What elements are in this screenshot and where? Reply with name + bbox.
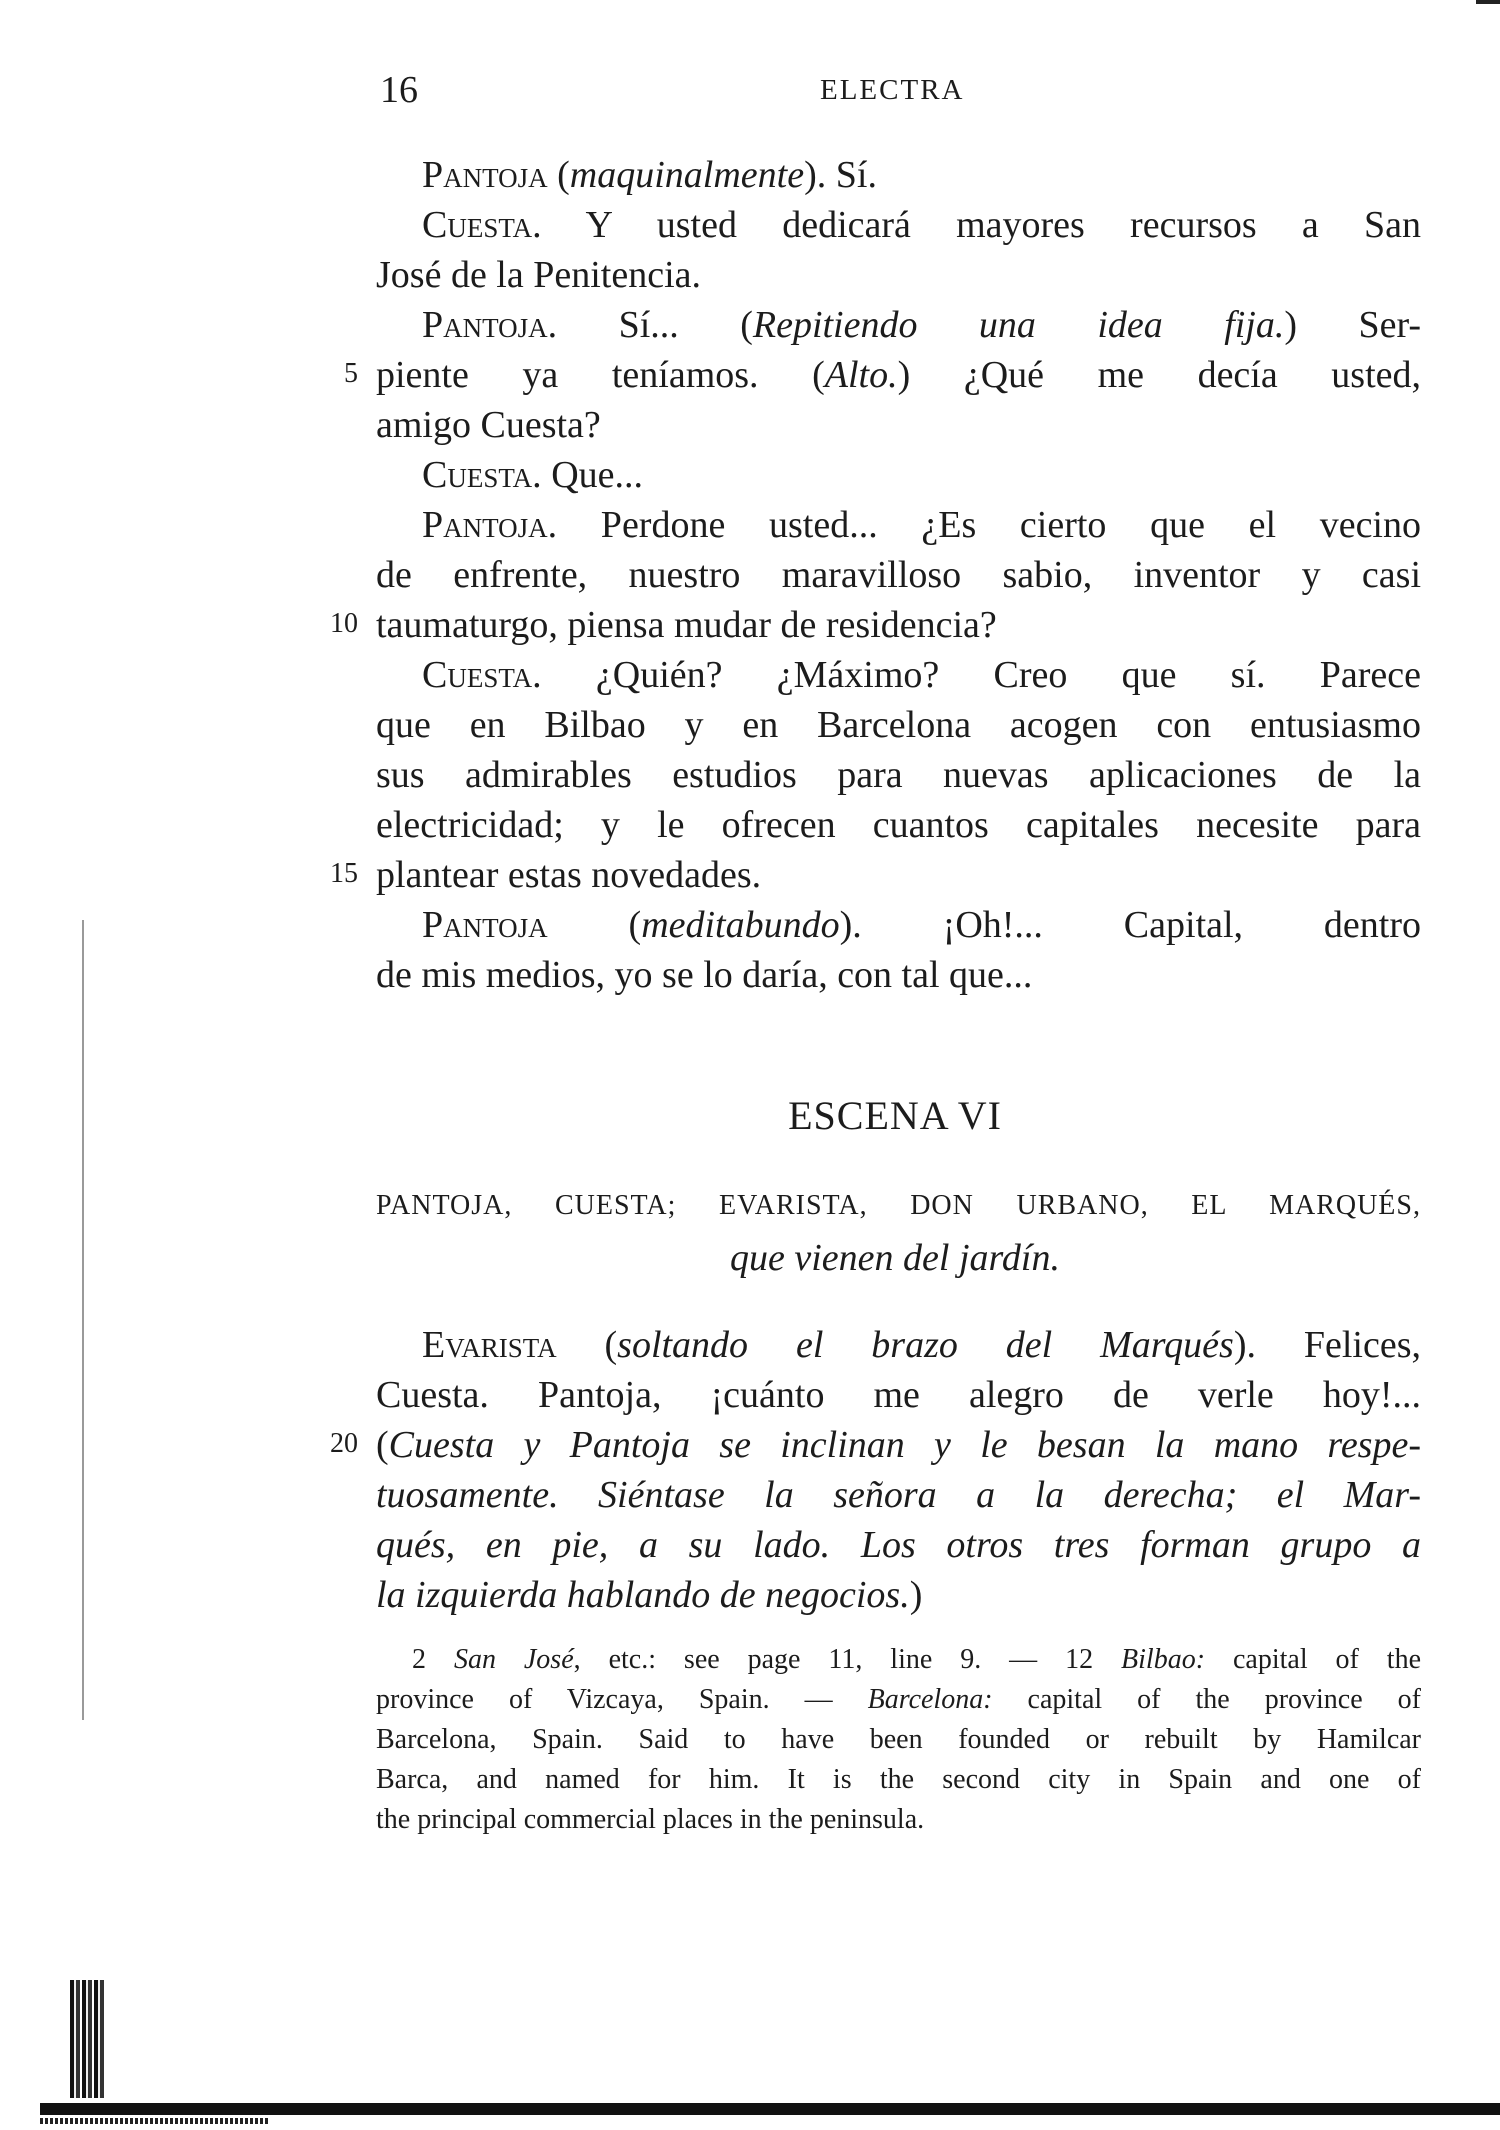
page-corner-mark bbox=[1476, 0, 1500, 4]
footnote-line bbox=[412, 1640, 1421, 1680]
text-line bbox=[422, 150, 1421, 200]
italic-direction: San José bbox=[453, 1644, 574, 1675]
text-line bbox=[376, 1420, 1421, 1470]
text-run: , etc.: see page 11, line 9. — 12 bbox=[573, 1644, 1122, 1675]
text-run: Y usted dedicará mayores recursos a San bbox=[541, 204, 1421, 246]
speaker-name: Pantoja. bbox=[422, 504, 558, 546]
text-run: Barca, and named for him. It is the second city in Spain and one of bbox=[376, 1764, 1421, 1795]
text-line bbox=[422, 200, 1421, 250]
text-line bbox=[376, 1470, 1421, 1520]
text-run: de mis medios, yo se lo daría, con tal que... bbox=[376, 954, 1033, 996]
text-run: Sí... ( bbox=[557, 304, 753, 346]
scene-heading: ESCENA VI bbox=[788, 1093, 1002, 1138]
bottom-strip bbox=[40, 2118, 270, 2124]
text-line bbox=[376, 550, 1421, 600]
text-line bbox=[376, 750, 1421, 800]
text-run: José de la Penitencia. bbox=[376, 254, 702, 296]
text-run: de enfrente, nuestro maravilloso sabio, inventor y casi bbox=[376, 554, 1421, 596]
page-edge-shadow bbox=[82, 920, 84, 1720]
text-run: ( bbox=[556, 1324, 618, 1366]
text-line bbox=[376, 400, 1421, 450]
text-line bbox=[422, 650, 1421, 700]
speaker-name: Pantoja bbox=[422, 904, 548, 946]
speaker-name: Cuesta. bbox=[422, 654, 542, 696]
text-line bbox=[376, 1520, 1421, 1570]
text-line bbox=[376, 700, 1421, 750]
line-number: 10 bbox=[330, 608, 358, 639]
italic-direction: Bilbao: bbox=[1121, 1644, 1206, 1675]
text-run: ¿Quién? ¿Máximo? Creo que sí. Parece bbox=[541, 654, 1421, 696]
italic-direction: Alto. bbox=[824, 354, 898, 396]
italic-direction: Repitiendo una idea fija. bbox=[752, 304, 1285, 346]
text-run: ) Ser- bbox=[1284, 304, 1422, 346]
text-run: Perdone usted... ¿Es cierto que el vecino bbox=[557, 504, 1421, 546]
text-line bbox=[376, 800, 1421, 850]
page-number: 16 bbox=[380, 69, 418, 111]
text-run: province of Vizcaya, Spain. — bbox=[376, 1684, 868, 1715]
text-run: plantear estas novedades. bbox=[376, 854, 762, 896]
text-run: Cuesta. Pantoja, ¡cuánto me alegro de verle hoy!... bbox=[376, 1374, 1421, 1416]
text-line bbox=[376, 1570, 1421, 1620]
text-run: amigo Cuesta? bbox=[376, 404, 601, 446]
italic-direction: meditabundo bbox=[641, 904, 840, 946]
footnote-line bbox=[376, 1760, 1421, 1800]
text-line bbox=[422, 500, 1421, 550]
italic-direction: Cuesta y Pantoja se inclinan y le besan la mano respe- bbox=[388, 1424, 1421, 1466]
text-run: ). Sí. bbox=[804, 154, 877, 196]
text-line bbox=[376, 950, 1421, 1000]
speaker-name: Pantoja bbox=[422, 154, 548, 196]
text-run: Que... bbox=[541, 454, 643, 496]
text-run: sus admirables estudios para nuevas aplicaciones de la bbox=[376, 754, 1421, 796]
text-line bbox=[376, 850, 1421, 900]
scene-cast: PANTOJA, CUESTA; EVARISTA, DON URBANO, EL MARQUÉS, bbox=[376, 1190, 1421, 1221]
italic-direction: tuosamente. Siéntase la señora a la derecha; el Mar- bbox=[376, 1474, 1421, 1516]
text-run: Barcelona, Spain. Said to have been founded or rebuilt by Hamilcar bbox=[376, 1724, 1421, 1755]
text-line bbox=[376, 350, 1421, 400]
speaker-name: Cuesta. bbox=[422, 454, 542, 496]
line-number: 20 bbox=[330, 1428, 358, 1459]
text-run: capital of the province of bbox=[992, 1684, 1421, 1715]
text-run: electricidad; y le ofrecen cuantos capitales necesite para bbox=[376, 804, 1421, 846]
text-run: capital of the bbox=[1205, 1644, 1422, 1675]
text-line bbox=[422, 1320, 1421, 1370]
speaker-name: Pantoja. bbox=[422, 304, 558, 346]
italic-direction: la izquierda hablando de negocios. bbox=[376, 1574, 910, 1616]
text-line bbox=[376, 250, 1421, 300]
text-line bbox=[422, 450, 1421, 500]
bottom-rule bbox=[40, 2103, 1500, 2115]
text-run: que en Bilbao y en Barcelona acogen con entusiasmo bbox=[376, 704, 1421, 746]
text-run: the principal commercial places in the peninsula. bbox=[376, 1804, 925, 1835]
footnote-line bbox=[376, 1680, 1421, 1720]
text-run: ( bbox=[376, 1424, 389, 1466]
italic-direction: soltando el brazo del Marqués bbox=[617, 1324, 1234, 1366]
speaker-name: Evarista bbox=[422, 1324, 557, 1366]
text-run: ) bbox=[909, 1574, 923, 1616]
text-run: 2 bbox=[412, 1644, 454, 1675]
speaker-name: Cuesta. bbox=[422, 204, 542, 246]
line-number: 15 bbox=[330, 858, 358, 889]
running-title: ELECTRA bbox=[820, 74, 965, 106]
text-line bbox=[422, 300, 1421, 350]
scene-cast-note: que vienen del jardín. bbox=[730, 1237, 1060, 1279]
text-run: ). Felices, bbox=[1233, 1324, 1422, 1366]
text-run: piente ya teníamos. ( bbox=[376, 354, 825, 396]
text-line bbox=[376, 1370, 1421, 1420]
text-run: ) ¿Qué me decía usted, bbox=[897, 354, 1422, 396]
italic-direction: maquinalmente bbox=[569, 154, 805, 196]
footnote-line bbox=[376, 1800, 1421, 1840]
italic-direction: qués, en pie, a su lado. Los otros tres forman grupo a bbox=[376, 1524, 1421, 1566]
italic-direction: Barcelona: bbox=[867, 1684, 993, 1715]
text-run: ( bbox=[547, 154, 570, 196]
text-line bbox=[376, 600, 1421, 650]
footnote-line bbox=[376, 1720, 1421, 1760]
text-run: ( bbox=[547, 904, 642, 946]
text-run: ). ¡Oh!... Capital, dentro bbox=[839, 904, 1422, 946]
text-line bbox=[422, 900, 1421, 950]
binding-edge bbox=[70, 1980, 104, 2098]
line-number: 5 bbox=[344, 358, 358, 389]
text-run: taumaturgo, piensa mudar de residencia? bbox=[376, 604, 997, 646]
